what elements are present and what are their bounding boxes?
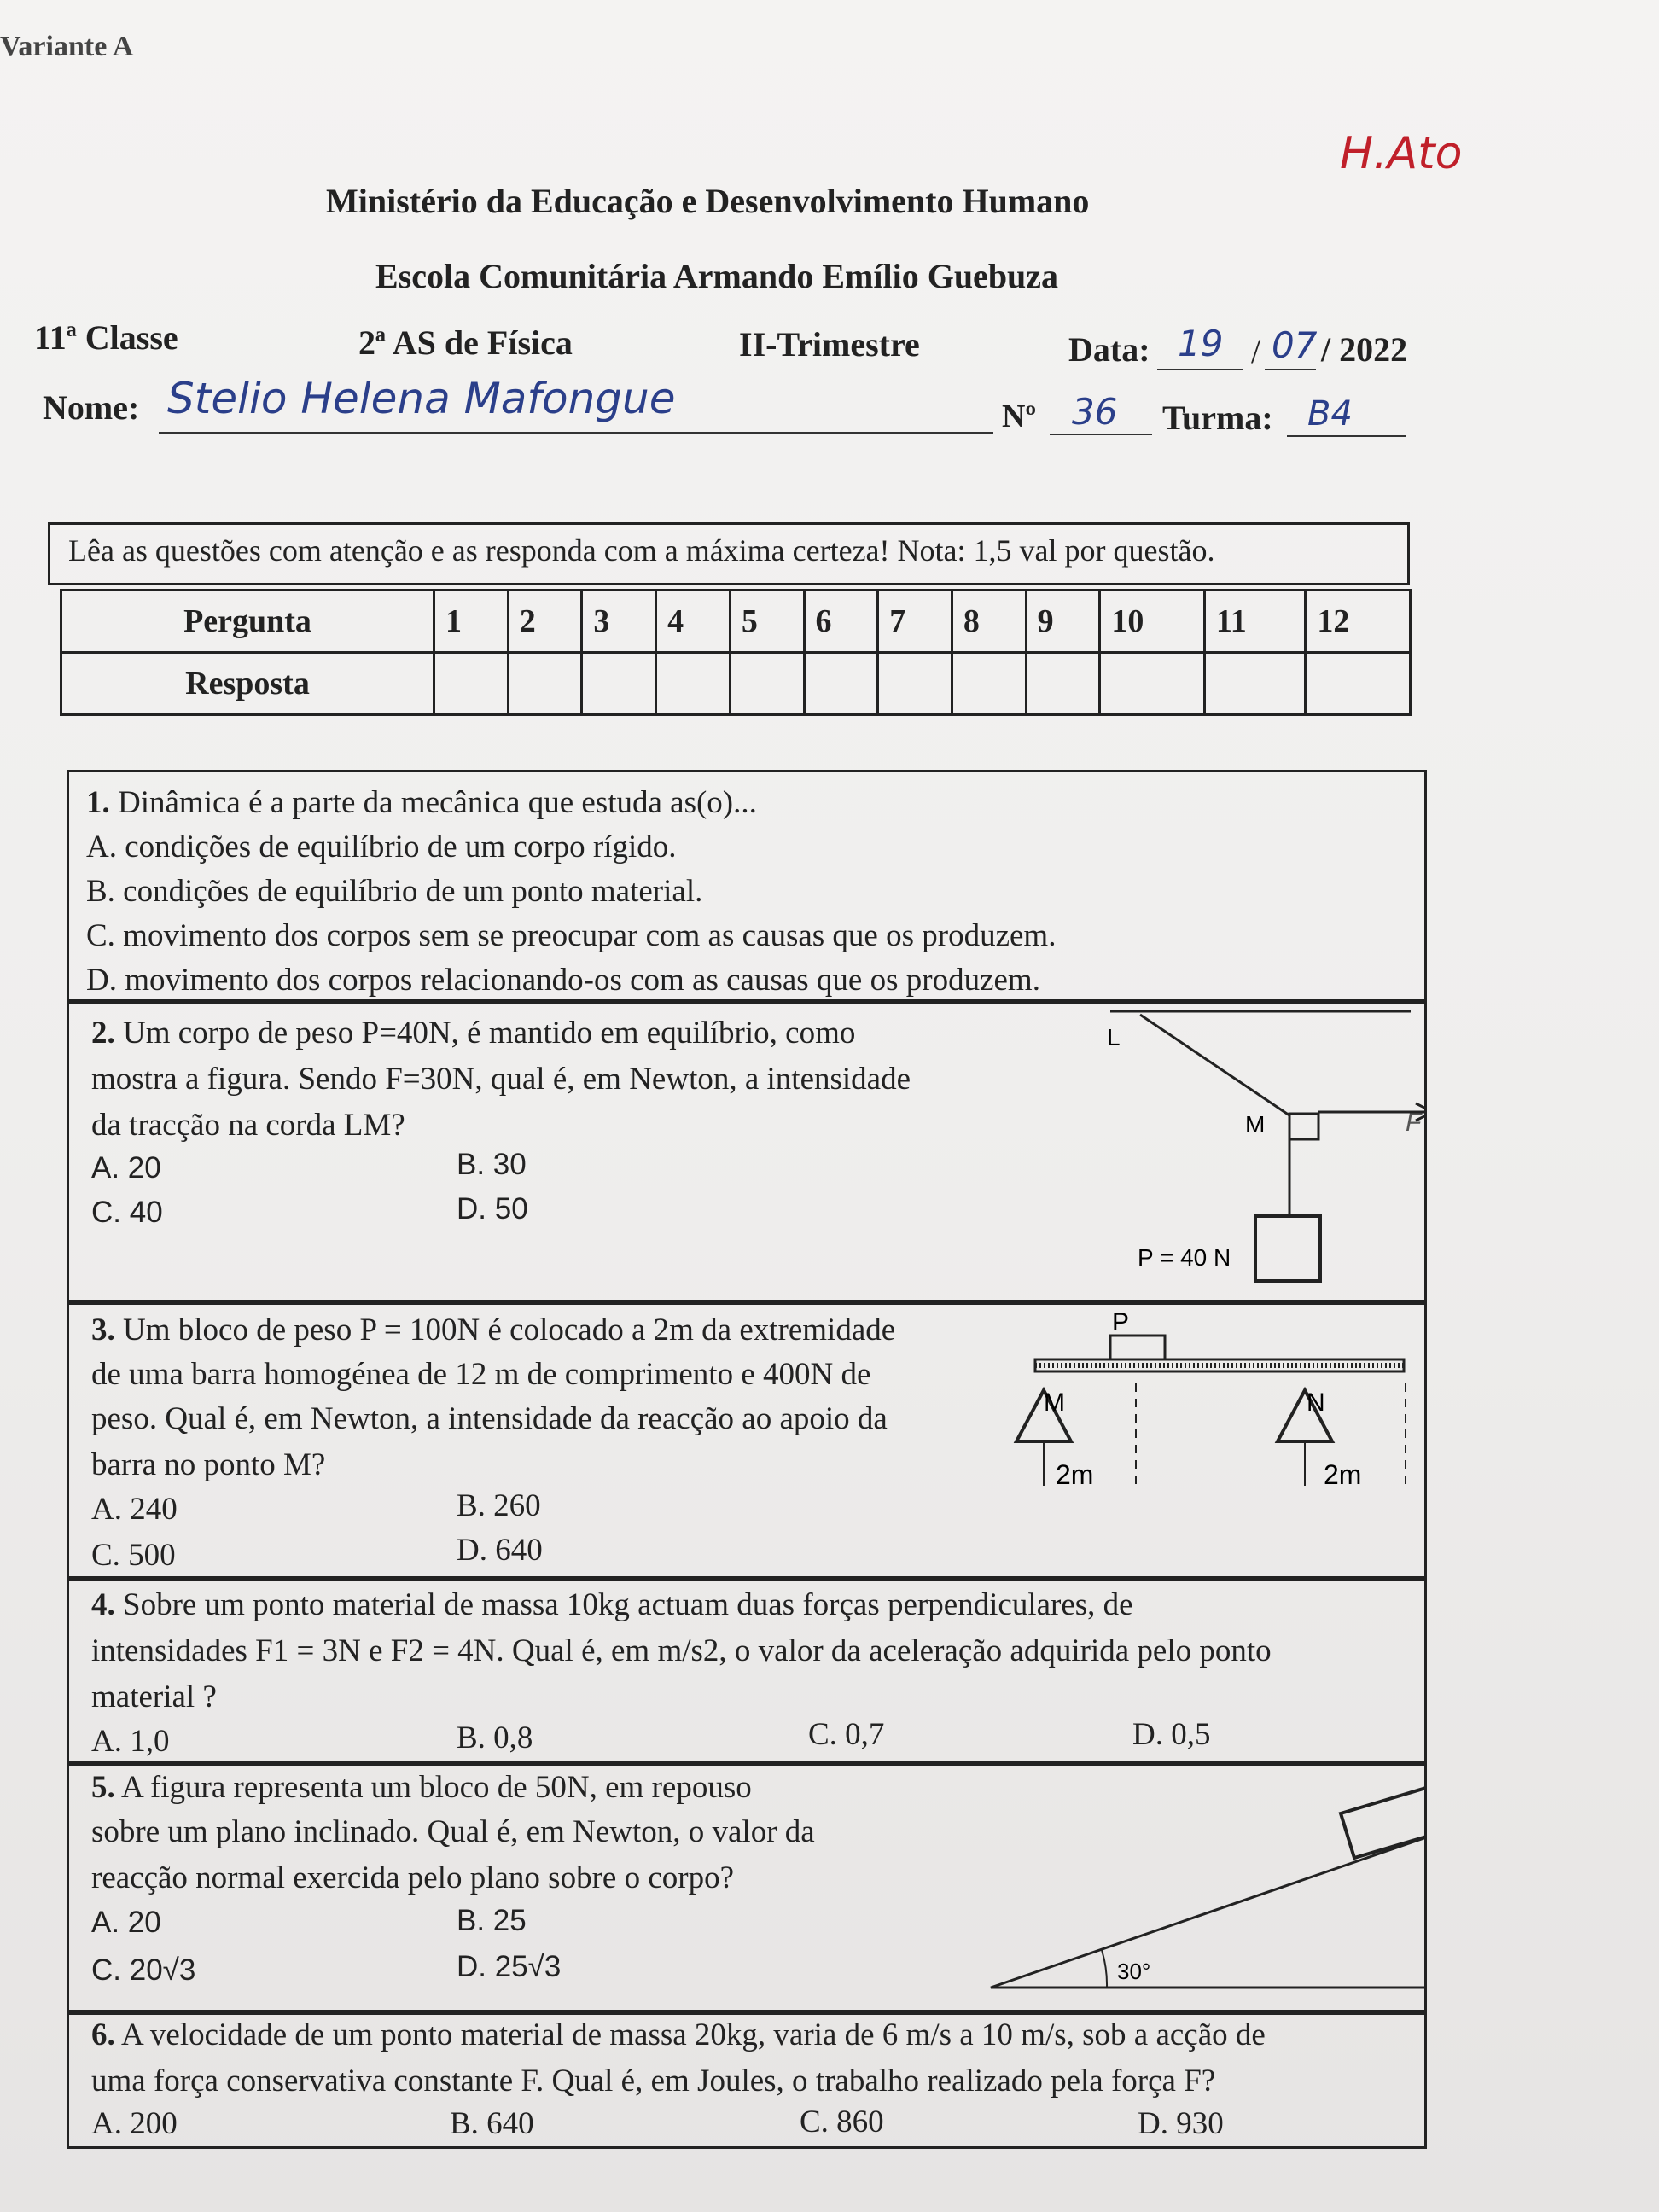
q6-option-d: D. 930 (1138, 2106, 1224, 2141)
q1-number: 1. (86, 785, 110, 820)
answer-cell-9[interactable] (1026, 653, 1100, 715)
q3-line-2: de uma barra homogénea de 12 m de comprimento e 400N de (91, 1357, 871, 1392)
q3-label-P: P (1112, 1308, 1130, 1336)
q2-figure (1016, 1004, 1426, 1303)
answer-cell-3[interactable] (582, 653, 656, 715)
answer-cell-5[interactable] (730, 653, 804, 715)
q1-option-a: A. condições de equilíbrio de um corpo rígido. (86, 830, 677, 864)
q4-option-c: C. 0,7 (808, 1717, 885, 1752)
q1-option-c: C. movimento dos corpos sem se preocupar com as causas que os produzem. (86, 918, 1057, 953)
q3-label-N: N (1307, 1388, 1325, 1417)
student-number: 36 (1072, 391, 1118, 433)
turma-label: Turma: (1162, 399, 1273, 437)
q2-label-M: M (1245, 1111, 1266, 1138)
q3-option-a: A. 240 (91, 1492, 178, 1527)
question-number-3: 3 (582, 591, 656, 653)
q6-option-c: C. 860 (800, 2104, 884, 2139)
question-number-8: 8 (952, 591, 1026, 653)
question-number-1: 1 (434, 591, 509, 653)
ministry-title: Ministério da Educação e Desenvolvimento Humano (326, 182, 1090, 220)
answer-cell-2[interactable] (508, 653, 582, 715)
q2-option-b: B. 30 (457, 1148, 527, 1181)
q3-option-b: B. 260 (457, 1488, 541, 1523)
name-label: Nome: (43, 388, 140, 427)
q2-number: 2. (91, 1016, 115, 1051)
question-number-11: 11 (1204, 591, 1306, 653)
q4-option-a: A. 1,0 (91, 1724, 170, 1759)
q4-number: 4. (91, 1587, 115, 1622)
q4-line-1: Sobre um ponto material de massa 10kg actuam duas forças perpendiculares, de (123, 1587, 1133, 1622)
q5-option-a: A. 20 (91, 1906, 161, 1939)
q5-option-d: D. 25√3 (457, 1950, 562, 1983)
q4-line-2: intensidades F1 = 3N e F2 = 4N. Qual é, em m/s2, o valor da aceleração adquirida pelo ponto (91, 1633, 1272, 1668)
q2-line-1: Um corpo de peso P=40N, é mantido em equilíbrio, como (123, 1016, 856, 1051)
test-title: 2ª AS de Física (358, 323, 573, 362)
row-label-pergunta: Pergunta (61, 591, 434, 653)
row-label-resposta: Resposta (61, 653, 434, 715)
q3-label-M: M (1044, 1388, 1065, 1417)
term-label: II-Trimestre (739, 325, 920, 364)
question-1 (67, 770, 1427, 1002)
question-3 (67, 1302, 1427, 1579)
instructions: Lêa as questões com atenção e as responda com a máxima certeza! Nota: 1,5 val por questão. (68, 533, 1215, 568)
q6-line-2: uma força conservativa constante F. Qual é, em Joules, o trabalho realizado pela força F? (91, 2064, 1216, 2098)
q5-line-3: reacção normal exercida pelo plano sobre o corpo? (91, 1860, 734, 1895)
answer-cell-4[interactable] (656, 653, 731, 715)
question-5 (67, 1763, 1427, 2012)
date-month: 07 (1272, 324, 1318, 366)
date-day: 19 (1178, 323, 1224, 364)
q5-line-1: A figura representa um bloco de 50N, em repouso (120, 1770, 752, 1805)
q5-line-2: sobre um plano inclinado. Qual é, em Newton, o valor da (91, 1814, 815, 1849)
answer-cell-12[interactable] (1306, 653, 1411, 715)
q6-option-b: B. 640 (450, 2106, 534, 2141)
answer-table (60, 589, 1412, 716)
q3-label-d1: 2m (1056, 1459, 1094, 1490)
grader-mark: H.Ato (1340, 128, 1463, 179)
student-name: Stelio Helena Mafongue (167, 374, 676, 423)
question-number-6: 6 (804, 591, 878, 653)
q3-figure (1008, 1305, 1426, 1501)
q1-option-d: D. movimento dos corpos relacionando-os com as causas que os produzem. (86, 963, 1040, 998)
question-number-5: 5 (730, 591, 804, 653)
q6-number: 6. (91, 2017, 115, 2052)
q6-line-1: A velocidade de um ponto material de massa 20kg, varia de 6 m/s a 10 m/s, sob a acção de (120, 2017, 1266, 2052)
question-number-10: 10 (1100, 591, 1205, 653)
question-number-row (61, 591, 1411, 653)
q2-label-P: P = 40 N (1138, 1244, 1231, 1271)
date-year: / 2022 (1321, 330, 1408, 369)
q4-option-d: D. 0,5 (1132, 1717, 1211, 1752)
q2-option-c: C. 40 (91, 1196, 163, 1229)
answer-cell-11[interactable] (1204, 653, 1306, 715)
q2-label-L: L (1107, 1024, 1121, 1051)
variant-label: Variante A (0, 31, 134, 62)
question-number-2: 2 (508, 591, 582, 653)
answer-row (61, 653, 1411, 715)
q6-option-a: A. 200 (91, 2106, 178, 2141)
q2-option-a: A. 20 (91, 1151, 161, 1185)
q2-line-3: da tracção na corda LM? (91, 1108, 405, 1143)
q2-option-d: D. 50 (457, 1192, 528, 1225)
question-number-9: 9 (1026, 591, 1100, 653)
answer-cell-1[interactable] (434, 653, 509, 715)
q1-option-b: B. condições de equilíbrio de um ponto material. (86, 874, 703, 909)
q3-option-c: C. 500 (91, 1538, 176, 1573)
q5-option-b: B. 25 (457, 1904, 527, 1937)
answer-cell-6[interactable] (804, 653, 878, 715)
q5-angle-label: 30° (1117, 1959, 1151, 1984)
number-label: Nº (1002, 399, 1036, 434)
q5-figure (965, 1766, 1426, 2013)
date-label: Data: (1068, 330, 1150, 369)
q2-line-2: mostra a figura. Sendo F=30N, qual é, em Newton, a intensidade (91, 1062, 911, 1097)
q3-line-4: barra no ponto M? (91, 1447, 326, 1482)
q3-number: 3. (91, 1313, 115, 1348)
q1-text: Dinâmica é a parte da mecânica que estuda as(o)... (118, 785, 757, 820)
question-6 (67, 2012, 1427, 2149)
answer-cell-7[interactable] (878, 653, 952, 715)
question-number-4: 4 (656, 591, 731, 653)
q2-label-F: F (1406, 1109, 1422, 1137)
question-number-7: 7 (878, 591, 952, 653)
question-number-12: 12 (1306, 591, 1411, 653)
q3-line-3: peso. Qual é, em Newton, a intensidade da reacção ao apoio da (91, 1401, 888, 1436)
q3-line-1: Um bloco de peso P = 100N é colocado a 2m da extremidade (123, 1313, 896, 1348)
class-label: 11ª Classe (34, 318, 178, 357)
question-4 (67, 1579, 1427, 1763)
question-2 (67, 1002, 1427, 1302)
school-title: Escola Comunitária Armando Emílio Guebuza (375, 257, 1059, 295)
q4-option-b: B. 0,8 (457, 1720, 533, 1755)
q4-line-3: material ? (91, 1679, 217, 1714)
q5-option-c: C. 20√3 (91, 1953, 196, 1987)
answer-cell-10[interactable] (1100, 653, 1205, 715)
q3-option-d: D. 640 (457, 1533, 543, 1568)
q3-label-d2: 2m (1324, 1459, 1362, 1490)
q5-number: 5. (91, 1770, 115, 1805)
date-separator: / (1251, 332, 1261, 370)
turma-value: B4 (1307, 394, 1353, 434)
answer-cell-8[interactable] (952, 653, 1026, 715)
